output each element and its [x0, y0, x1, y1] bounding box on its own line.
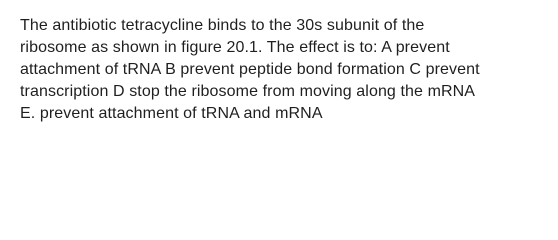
question-line: ribosome as shown in figure 20.1. The effect is to: A prevent — [20, 39, 450, 56]
question-text — [20, 15, 544, 125]
question-line: attachment of tRNA B prevent peptide bond formation C prevent — [20, 61, 480, 78]
question-line: The antibiotic tetracycline binds to the 30s subunit of the — [20, 17, 425, 34]
question-line: E. prevent attachment of tRNA and mRNA — [20, 105, 323, 122]
question-line: transcription D stop the ribosome from moving along the mRNA — [20, 83, 476, 100]
